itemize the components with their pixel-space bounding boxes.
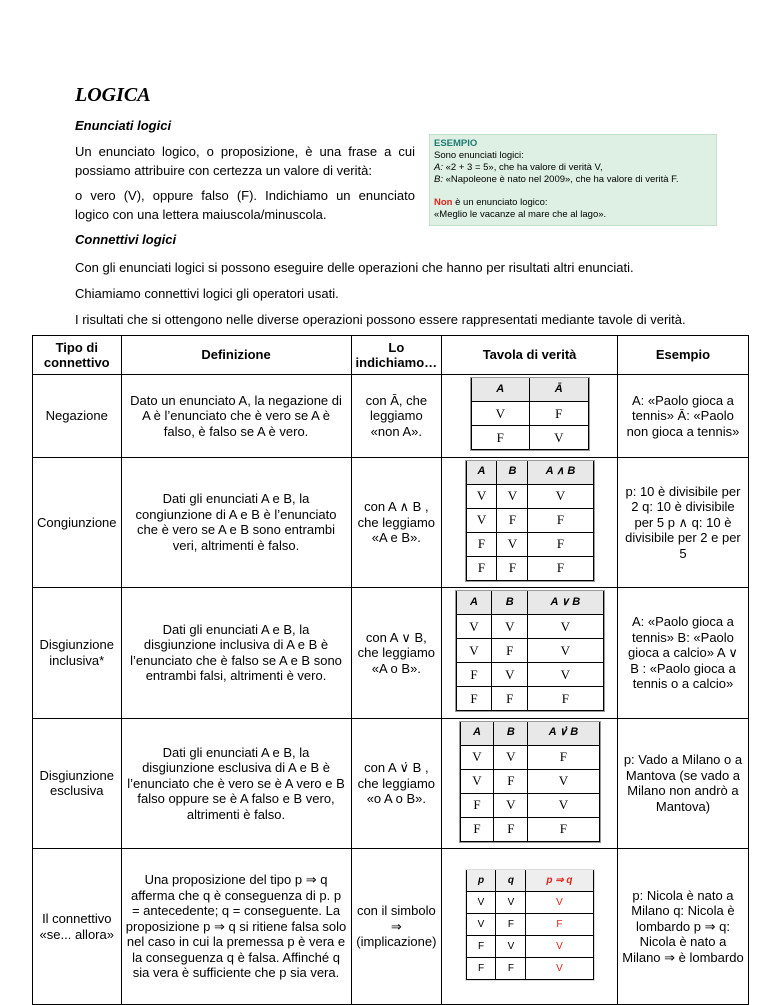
cell-truth-table [442, 849, 618, 1005]
table-row [33, 588, 749, 719]
truth-cell: V [466, 508, 497, 532]
example-label: ESEMPIO [434, 138, 478, 149]
truth-cell: V [526, 891, 593, 913]
section-heading-enunciati: Enunciati logici [75, 118, 172, 133]
truth-table-disgiunzione-esclusiva [460, 722, 600, 842]
truth-cell: F [460, 817, 494, 841]
truth-cell: V [528, 484, 593, 508]
truth-cell: F [497, 556, 528, 580]
cell-simbolo: con il simbolo ⇒ (implicazione) [351, 849, 442, 1005]
truth-cell: F [466, 935, 496, 957]
table-row [33, 457, 749, 588]
truth-cell: F [466, 532, 497, 556]
example-box [429, 134, 717, 226]
intro-paragraph-2: o vero (V), oppure falso (F). Indichiamo un enunciato logico con una lettera maiuscola/minuscola. [75, 188, 415, 222]
truth-cell: V [526, 935, 593, 957]
paragraph: Chiamiamo connettivi logici gli operatori usati. [75, 286, 339, 301]
truth-cell: F [530, 402, 589, 426]
example-line: Non è un enunciato logico: [434, 197, 548, 208]
truth-cell: F [471, 426, 530, 450]
cell-truth-table [442, 588, 618, 719]
truth-cell: p [466, 870, 496, 892]
truth-cell: V [496, 935, 526, 957]
section-heading-connettivi: Connettivi logici [75, 232, 177, 247]
cell-simbolo: con A ∨ B, che leggiamo «A o B». [351, 588, 442, 719]
truth-cell: F [496, 957, 526, 979]
truth-cell: V [492, 615, 528, 639]
header-tipo: Tipo di connettivo [33, 336, 122, 375]
paragraph: Con gli enunciati logici si possono eseguire delle operazioni che hanno per risultati altri enunciati. [75, 260, 634, 275]
cell-truth-table [442, 375, 618, 458]
cell-definizione: Dati gli enunciati A e B, la congiunzione di A e B è l’enunciato che è vero se A e B sono entrambi veri, altrimenti è falso. [121, 457, 351, 588]
header-simbolo: Lo indichiamo… [351, 336, 442, 375]
truth-cell: F [528, 687, 603, 711]
truth-cell: B [497, 461, 528, 485]
table-row [33, 718, 749, 849]
truth-cell: V [528, 769, 599, 793]
truth-cell: F [456, 663, 492, 687]
connectives-table [32, 335, 749, 1005]
example-line: B: «Napoleone è nato nel 2009», che ha valore di verità F. [434, 174, 679, 185]
truth-cell: F [494, 769, 528, 793]
cell-tipo: Il connettivo «se... allora» [33, 849, 122, 1005]
truth-cell: F [494, 817, 528, 841]
truth-cell: F [466, 556, 497, 580]
truth-table-congiunzione [466, 461, 594, 581]
cell-tipo: Disgiunzione esclusiva [33, 718, 122, 849]
truth-cell: V [497, 484, 528, 508]
cell-truth-table [442, 457, 618, 588]
truth-cell: B [494, 722, 528, 746]
truth-cell: V [496, 891, 526, 913]
cell-definizione: Una proposizione del tipo p ⇒ q afferma che q è conseguenza di p. p = antecedente; q = conseguente. La proposizione p ⇒ q si ritiene falsa solo nel caso in cui la premessa p è vera e la conseguenza q è falsa. Affinché q sia vera è sufficiente che p sia vera. [121, 849, 351, 1005]
cell-tipo: Disgiunzione inclusiva* [33, 588, 122, 719]
truth-cell: A [471, 378, 530, 402]
truth-cell: A [460, 722, 494, 746]
cell-esempio: A: «Paolo gioca a tennis» B: «Paolo gioca a calcio» A ∨ B : «Paolo gioca a tennis o a calcio» [617, 588, 748, 719]
truth-cell: F [528, 745, 599, 769]
truth-table-implicazione [466, 870, 594, 980]
cell-simbolo: con A ∨̇ B , che leggiamo «o A o B». [351, 718, 442, 849]
truth-cell: V [471, 402, 530, 426]
cell-definizione: Dati gli enunciati A e B, la disgiunzione inclusiva di A e B è l’enunciato che è falso se A e B sono entrambi falsi, altrimenti è vero. [121, 588, 351, 719]
paragraph: I risultati che si ottengono nelle diverse operazioni possono essere rappresentati mediante tavole di verità. [75, 312, 686, 327]
header-esempio: Esempio [617, 336, 748, 375]
truth-cell: V [466, 891, 496, 913]
truth-cell: V [526, 957, 593, 979]
cell-simbolo: con A ∧ B , che leggiamo «A e B». [351, 457, 442, 588]
truth-cell: V [460, 745, 494, 769]
cell-esempio: p: Vado a Milano o a Mantova (se vado a Milano non andrò a Mantova) [617, 718, 748, 849]
example-line: A: «2 + 3 = 5», che ha valore di verità V, [434, 162, 603, 173]
truth-table-disgiunzione-inclusiva [456, 591, 604, 711]
truth-cell: A ∨ B [528, 591, 603, 615]
table-header-row [33, 336, 749, 375]
example-line: Sono enunciati logici: [434, 150, 524, 161]
page-title: LOGICA [75, 84, 151, 106]
truth-cell: F [528, 556, 593, 580]
truth-cell: Ā [530, 378, 589, 402]
truth-cell: V [460, 769, 494, 793]
cell-simbolo: con Ā, che leggiamo «non A». [351, 375, 442, 458]
cell-esempio: A: «Paolo gioca a tennis» Ā: «Paolo non gioca a tennis» [617, 375, 748, 458]
table-row [33, 849, 749, 1005]
truth-cell: F [492, 687, 528, 711]
truth-cell: F [526, 913, 593, 935]
cell-esempio: p: 10 è divisibile per 2 q: 10 è divisibile per 5 p ∧ q: 10 è divisibile per 2 e per 5 [617, 457, 748, 588]
truth-cell: V [466, 913, 496, 935]
truth-cell: V [528, 615, 603, 639]
truth-cell: V [528, 639, 603, 663]
truth-cell: V [494, 745, 528, 769]
truth-cell: F [460, 793, 494, 817]
truth-cell: B [492, 591, 528, 615]
truth-cell: V [497, 532, 528, 556]
truth-cell: V [456, 639, 492, 663]
cell-tipo: Negazione [33, 375, 122, 458]
header-tavola: Tavola di verità [442, 336, 618, 375]
table-row [33, 375, 749, 458]
truth-cell: p ⇒ q [526, 870, 593, 892]
truth-cell: V [466, 484, 497, 508]
truth-cell: F [497, 508, 528, 532]
truth-cell: F [496, 913, 526, 935]
truth-cell: V [528, 663, 603, 687]
truth-cell: F [528, 817, 599, 841]
truth-cell: F [456, 687, 492, 711]
truth-cell: F [528, 532, 593, 556]
example-line: «Meglio le vacanze al mare che al lago». [434, 209, 607, 220]
truth-cell: V [494, 793, 528, 817]
cell-truth-table [442, 718, 618, 849]
cell-esempio: p: Nicola è nato a Milano q: Nicola è lombardo p ⇒ q: Nicola è nato a Milano ⇒ è lombardo [617, 849, 748, 1005]
truth-cell: V [530, 426, 589, 450]
truth-cell: F [528, 508, 593, 532]
truth-cell: F [466, 957, 496, 979]
truth-cell: F [492, 639, 528, 663]
truth-cell: V [492, 663, 528, 687]
intro-paragraph: Un enunciato logico, o proposizione, è una frase a cui possiamo attribuire con certezza un valore di verità: [75, 144, 415, 178]
truth-cell: A [466, 461, 497, 485]
cell-tipo: Congiunzione [33, 457, 122, 588]
truth-cell: A [456, 591, 492, 615]
truth-table-negazione [471, 378, 589, 450]
truth-cell: V [528, 793, 599, 817]
header-definizione: Definizione [121, 336, 351, 375]
truth-cell: A ∨̇ B [528, 722, 599, 746]
truth-cell: A ∧ B [528, 461, 593, 485]
truth-cell: q [496, 870, 526, 892]
truth-cell: V [456, 615, 492, 639]
cell-definizione: Dati gli enunciati A e B, la disgiunzione esclusiva di A e B è l’enunciato che è vero se è A vero e B falso oppure se è A falso e B vero, altrimenti è falso. [121, 718, 351, 849]
cell-definizione: Dato un enunciato A, la negazione di A è l’enunciato che è vero se A è falso, è falso se A è vero. [121, 375, 351, 458]
